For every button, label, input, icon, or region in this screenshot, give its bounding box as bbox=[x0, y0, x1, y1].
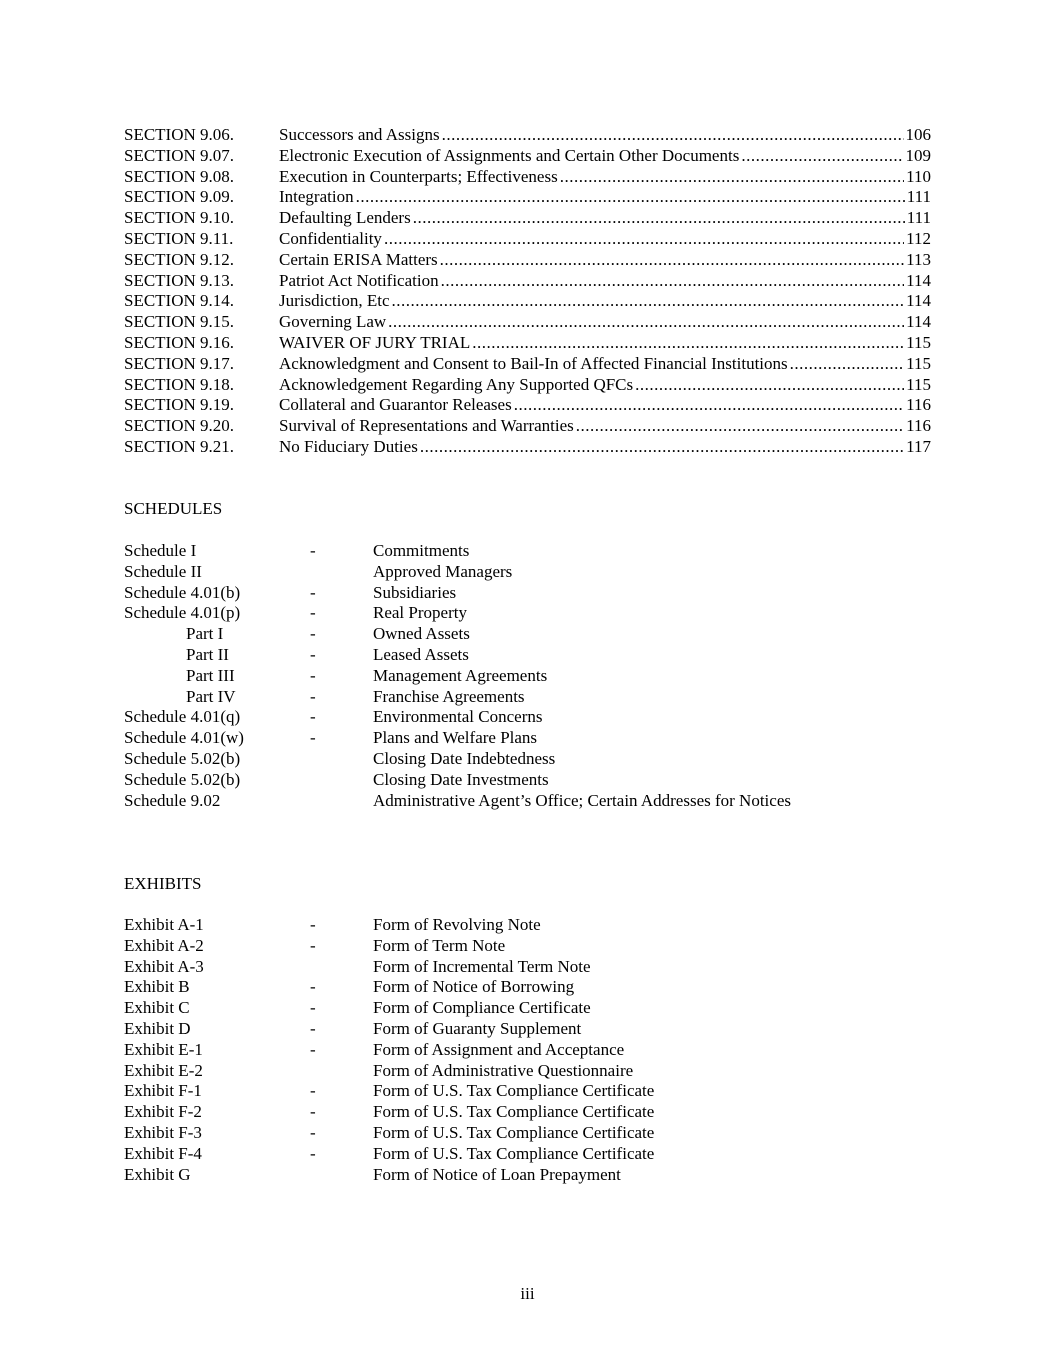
page-reference: 114 bbox=[906, 291, 931, 311]
item-dash: - bbox=[310, 1081, 316, 1101]
item-dash: - bbox=[310, 665, 316, 685]
item-dash: - bbox=[310, 977, 316, 997]
dot-leader bbox=[420, 437, 904, 458]
section-number: SECTION 9.09. bbox=[124, 187, 235, 207]
exhibit-item bbox=[124, 1102, 924, 1123]
item-description: Closing Date Indebtedness bbox=[373, 748, 556, 768]
dot-leader bbox=[388, 312, 904, 333]
page-reference: 113 bbox=[906, 249, 931, 269]
section-title: Jurisdiction, Etc bbox=[279, 291, 390, 311]
item-dash: - bbox=[310, 541, 316, 560]
item-label: Schedule II bbox=[124, 561, 202, 581]
dot-leader bbox=[576, 416, 904, 437]
toc-entry-body bbox=[279, 208, 931, 229]
schedules-list bbox=[124, 541, 924, 811]
item-label: Schedule I bbox=[124, 541, 197, 560]
toc-entry[interactable] bbox=[124, 229, 931, 250]
dot-leader bbox=[472, 333, 904, 354]
section-title: WAIVER OF JURY TRIAL bbox=[279, 332, 471, 352]
item-dash: - bbox=[310, 1143, 316, 1163]
item-description: Form of U.S. Tax Compliance Certificate bbox=[373, 1102, 655, 1122]
exhibit-item bbox=[124, 1040, 924, 1061]
toc-entry[interactable] bbox=[124, 354, 931, 375]
item-dash: - bbox=[310, 1102, 316, 1122]
item-description: Franchise Agreements bbox=[373, 686, 525, 706]
toc-entry[interactable] bbox=[124, 146, 931, 167]
toc-entry-body bbox=[279, 354, 931, 375]
item-dash: - bbox=[310, 1039, 316, 1059]
item-label: Exhibit G bbox=[124, 1164, 191, 1184]
dot-leader bbox=[635, 375, 904, 396]
section-title: Acknowledgment and Consent to Bail-In of Affected Financial Institutions bbox=[279, 353, 788, 373]
section-title: Acknowledgement Regarding Any Supported QFCs bbox=[279, 374, 634, 394]
item-description: Form of Compliance Certificate bbox=[373, 998, 591, 1018]
item-description: Form of Incremental Term Note bbox=[373, 956, 591, 976]
toc-entry-body bbox=[279, 312, 931, 333]
item-label: Schedule 4.01(q) bbox=[124, 707, 241, 727]
page-reference: 115 bbox=[906, 332, 931, 352]
toc-entry-body bbox=[279, 146, 931, 167]
item-dash: - bbox=[310, 686, 316, 706]
toc-entry[interactable] bbox=[124, 375, 931, 396]
item-dash: - bbox=[310, 644, 316, 664]
item-label: Exhibit F-2 bbox=[124, 1102, 202, 1122]
toc-entry[interactable] bbox=[124, 125, 931, 146]
schedule-item bbox=[124, 791, 924, 812]
item-description: Closing Date Investments bbox=[373, 769, 549, 789]
schedule-item bbox=[124, 666, 924, 687]
item-dash: - bbox=[310, 1018, 316, 1038]
schedule-item bbox=[124, 583, 924, 604]
item-label: Exhibit F-1 bbox=[124, 1081, 202, 1101]
item-label: Exhibit F-4 bbox=[124, 1143, 202, 1163]
section-number: SECTION 9.21. bbox=[124, 436, 235, 456]
item-dash: - bbox=[310, 728, 316, 748]
schedule-item bbox=[124, 541, 924, 562]
exhibit-item bbox=[124, 1123, 924, 1144]
item-description: Form of Notice of Borrowing bbox=[373, 977, 575, 997]
item-description: Form of U.S. Tax Compliance Certificate bbox=[373, 1143, 655, 1163]
page-reference: 109 bbox=[905, 145, 931, 165]
toc-entry-body bbox=[279, 395, 931, 416]
toc-entry[interactable] bbox=[124, 167, 931, 188]
item-description: Form of Term Note bbox=[373, 935, 506, 955]
item-label: Schedule 4.01(b) bbox=[124, 582, 241, 602]
section-number: SECTION 9.16. bbox=[124, 332, 235, 352]
section-title: Certain ERISA Matters bbox=[279, 249, 438, 269]
item-dash: - bbox=[310, 624, 316, 644]
exhibit-item bbox=[124, 957, 924, 978]
schedule-item bbox=[124, 770, 924, 791]
dot-leader bbox=[384, 229, 904, 250]
item-description: Subsidiaries bbox=[373, 582, 457, 602]
section-title: Successors and Assigns bbox=[279, 125, 440, 144]
toc-entry-body bbox=[279, 229, 931, 250]
dot-leader bbox=[413, 208, 905, 229]
item-label: Schedule 5.02(b) bbox=[124, 748, 241, 768]
schedule-item bbox=[124, 707, 924, 728]
exhibits-list bbox=[124, 915, 924, 1185]
item-dash: - bbox=[310, 935, 316, 955]
section-number: SECTION 9.07. bbox=[124, 145, 235, 165]
item-label: Schedule 5.02(b) bbox=[124, 769, 241, 789]
item-dash: - bbox=[310, 603, 316, 623]
page-reference: 112 bbox=[906, 228, 931, 248]
section-number: SECTION 9.17. bbox=[124, 353, 235, 373]
item-label: Exhibit B bbox=[124, 977, 190, 997]
page-reference: 106 bbox=[905, 125, 931, 144]
page-number: iii bbox=[520, 1284, 535, 1303]
section-number: SECTION 9.06. bbox=[124, 125, 235, 144]
item-description: Owned Assets bbox=[373, 624, 470, 644]
table-of-contents bbox=[124, 125, 931, 458]
item-label: Part IV bbox=[186, 686, 236, 706]
page-reference: 114 bbox=[906, 312, 931, 332]
section-number: SECTION 9.14. bbox=[124, 291, 235, 311]
exhibit-item bbox=[124, 915, 924, 936]
exhibit-item bbox=[124, 936, 924, 957]
dot-leader bbox=[440, 250, 904, 271]
item-description: Administrative Agent’s Office; Certain Addresses for Notices bbox=[373, 790, 791, 810]
toc-entry-body bbox=[279, 167, 931, 188]
toc-entry-body bbox=[279, 125, 931, 146]
toc-entry[interactable] bbox=[124, 312, 931, 333]
section-title: Execution in Counterparts; Effectiveness bbox=[279, 166, 558, 186]
item-description: Form of U.S. Tax Compliance Certificate bbox=[373, 1081, 655, 1101]
item-dash: - bbox=[310, 582, 316, 602]
item-label: Exhibit A-1 bbox=[124, 915, 204, 934]
toc-entry-body bbox=[279, 291, 931, 312]
exhibit-item bbox=[124, 1061, 924, 1082]
section-number: SECTION 9.13. bbox=[124, 270, 235, 290]
toc-entry[interactable] bbox=[124, 437, 931, 458]
item-description: Commitments bbox=[373, 541, 470, 560]
exhibit-item bbox=[124, 1144, 924, 1165]
item-description: Approved Managers bbox=[373, 561, 513, 581]
page-reference: 115 bbox=[906, 353, 931, 373]
section-title: Governing Law bbox=[279, 312, 387, 332]
page-reference: 110 bbox=[906, 166, 931, 186]
exhibit-item bbox=[124, 1081, 924, 1102]
section-title: Confidentiality bbox=[279, 228, 382, 248]
section-number: SECTION 9.10. bbox=[124, 208, 235, 228]
schedule-item bbox=[124, 728, 924, 749]
page-reference: 111 bbox=[906, 187, 931, 207]
exhibit-item bbox=[124, 1019, 924, 1040]
toc-entry[interactable] bbox=[124, 395, 931, 416]
section-title: Electronic Execution of Assignments and Certain Other Documents bbox=[279, 145, 740, 165]
dot-leader bbox=[741, 146, 903, 167]
item-label: Exhibit A-3 bbox=[124, 956, 204, 976]
item-dash: - bbox=[310, 707, 316, 727]
item-description: Form of Administrative Questionnaire bbox=[373, 1060, 634, 1080]
toc-entry[interactable] bbox=[124, 250, 931, 271]
schedule-item bbox=[124, 562, 924, 583]
page-reference: 116 bbox=[906, 395, 931, 415]
exhibit-item bbox=[124, 998, 924, 1019]
toc-entry-body bbox=[279, 437, 931, 458]
item-label: Part III bbox=[186, 665, 235, 685]
toc-entry[interactable] bbox=[124, 187, 931, 208]
section-title: Collateral and Guarantor Releases bbox=[279, 395, 512, 415]
item-label: Exhibit E-2 bbox=[124, 1060, 203, 1080]
page-reference: 115 bbox=[906, 374, 931, 394]
item-description: Form of U.S. Tax Compliance Certificate bbox=[373, 1122, 655, 1142]
page-reference: 116 bbox=[906, 416, 931, 436]
section-title: Survival of Representations and Warranties bbox=[279, 416, 574, 436]
schedule-item bbox=[124, 749, 924, 770]
toc-entry-body bbox=[279, 375, 931, 396]
item-label: Part I bbox=[186, 624, 224, 644]
schedule-item bbox=[124, 603, 924, 624]
schedule-item bbox=[124, 645, 924, 666]
section-title: Defaulting Lenders bbox=[279, 208, 411, 228]
item-label: Exhibit E-1 bbox=[124, 1039, 203, 1059]
item-label: Exhibit F-3 bbox=[124, 1122, 202, 1142]
toc-entry-body bbox=[279, 187, 931, 208]
dot-leader bbox=[391, 291, 904, 312]
item-label: Schedule 4.01(p) bbox=[124, 603, 241, 623]
page-reference: 111 bbox=[906, 208, 931, 228]
dot-leader bbox=[442, 125, 904, 146]
item-description: Leased Assets bbox=[373, 644, 469, 664]
item-label: Exhibit A-2 bbox=[124, 935, 204, 955]
toc-entry-body bbox=[279, 416, 931, 437]
schedules-heading: SCHEDULES bbox=[124, 499, 223, 518]
item-label: Part II bbox=[186, 644, 229, 664]
item-description: Form of Assignment and Acceptance bbox=[373, 1039, 625, 1059]
section-number: SECTION 9.19. bbox=[124, 395, 235, 415]
item-description: Plans and Welfare Plans bbox=[373, 728, 538, 748]
toc-entry[interactable] bbox=[124, 208, 931, 229]
section-title: Patriot Act Notification bbox=[279, 270, 439, 290]
section-number: SECTION 9.08. bbox=[124, 166, 235, 186]
dot-leader bbox=[514, 395, 904, 416]
exhibits-heading: EXHIBITS bbox=[124, 874, 202, 893]
toc-entry[interactable] bbox=[124, 416, 931, 437]
section-number: SECTION 9.12. bbox=[124, 249, 235, 269]
toc-entry[interactable] bbox=[124, 271, 931, 292]
toc-entry[interactable] bbox=[124, 291, 931, 312]
section-number: SECTION 9.20. bbox=[124, 416, 235, 436]
item-description: Form of Notice of Loan Prepayment bbox=[373, 1164, 621, 1184]
section-number: SECTION 9.15. bbox=[124, 312, 235, 332]
schedule-item bbox=[124, 624, 924, 645]
section-title: No Fiduciary Duties bbox=[279, 436, 418, 456]
toc-entry-body bbox=[279, 333, 931, 354]
dot-leader bbox=[560, 167, 904, 188]
item-description: Form of Revolving Note bbox=[373, 915, 541, 934]
dot-leader bbox=[441, 271, 905, 292]
item-dash: - bbox=[310, 998, 316, 1018]
dot-leader bbox=[790, 354, 904, 375]
item-description: Real Property bbox=[373, 603, 467, 623]
section-number: SECTION 9.18. bbox=[124, 374, 235, 394]
page-reference: 114 bbox=[906, 270, 931, 290]
exhibit-item bbox=[124, 977, 924, 998]
toc-entry-body bbox=[279, 250, 931, 271]
item-label: Schedule 9.02 bbox=[124, 790, 221, 810]
item-description: Environmental Concerns bbox=[373, 707, 543, 727]
section-title: Integration bbox=[279, 187, 354, 207]
item-dash: - bbox=[310, 915, 316, 934]
item-description: Management Agreements bbox=[373, 665, 548, 685]
exhibit-item bbox=[124, 1165, 924, 1186]
dot-leader bbox=[356, 187, 905, 208]
section-number: SECTION 9.11. bbox=[124, 228, 234, 248]
toc-entry-body bbox=[279, 271, 931, 292]
item-label: Schedule 4.01(w) bbox=[124, 728, 244, 748]
item-label: Exhibit C bbox=[124, 998, 190, 1018]
item-description: Form of Guaranty Supplement bbox=[373, 1018, 582, 1038]
toc-entry[interactable] bbox=[124, 333, 931, 354]
page-reference: 117 bbox=[906, 436, 931, 456]
item-label: Exhibit D bbox=[124, 1018, 191, 1038]
item-dash: - bbox=[310, 1122, 316, 1142]
schedule-item bbox=[124, 687, 924, 708]
